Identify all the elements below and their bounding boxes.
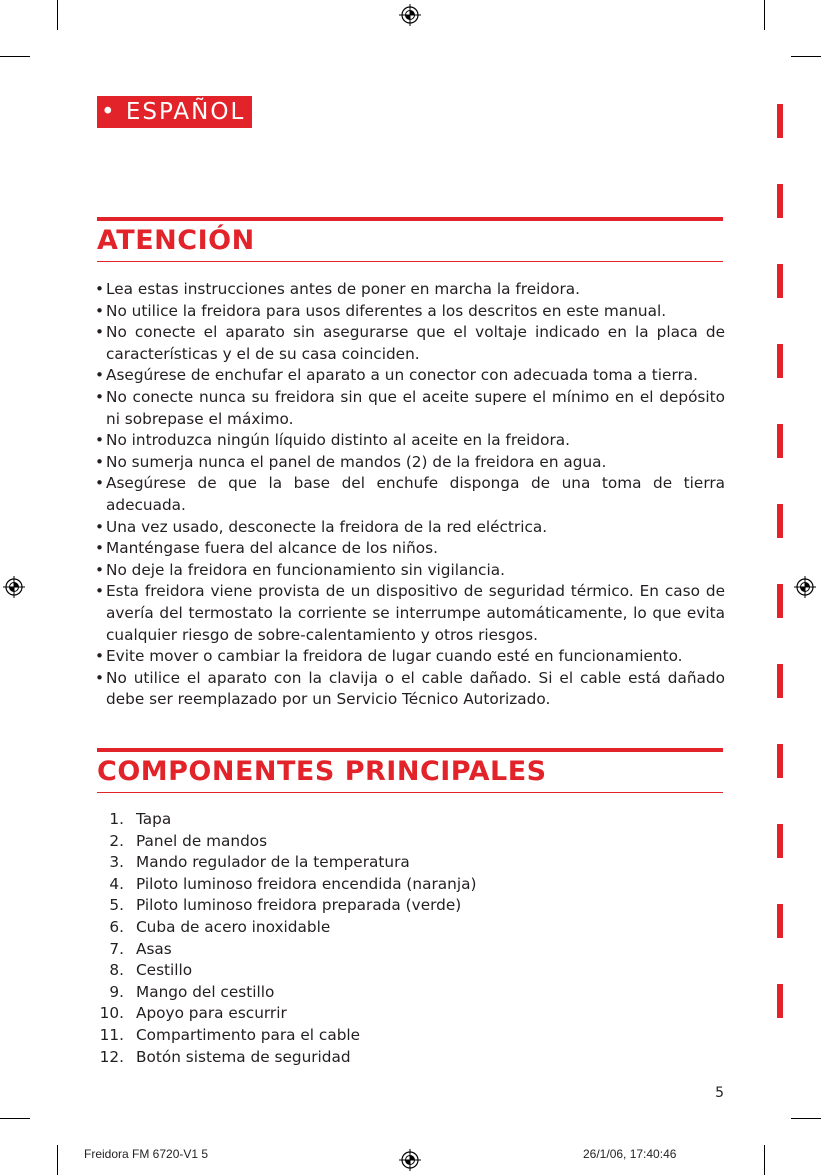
list-item-text: Asegúrese de que la base del enchufe disponga de una toma de tierra adecuada. (106, 474, 725, 514)
component-label: Cestillo (136, 961, 193, 980)
list-item-text: No conecte nunca su freidora sin que el aceite supere el mínimo en el depósito ni sobrepase el máximo. (106, 387, 725, 428)
component-label: Compartimento para el cable (136, 1025, 361, 1044)
list-item (97, 831, 597, 853)
list-item-text: No deje la freidora en funcionamiento sin vigilancia. (106, 560, 505, 579)
list-item-text: No conecte el aparato sin asegurarse que el voltaje indicado en la placa de características y el de su casa coinciden. (106, 323, 725, 363)
component-label: Mango del cestillo (136, 982, 275, 1001)
registration-mark-icon (3, 576, 25, 598)
list-item-text: Evite mover o cambiar la freidora de lugar cuando esté en funcionamiento. (106, 647, 683, 666)
component-label: Botón sistema de seguridad (136, 1047, 351, 1066)
component-label: Asas (136, 939, 172, 958)
item-number: 5. (109, 896, 124, 915)
list-item-text: No utilice el aparato con la clavija o el cable dañado. Si el cable está dañado debe ser reemplazado por un Servicio Técnico Autorizado. (106, 668, 725, 709)
list-item: • No conecte el aparato sin asegurarse que el voltaje indicado en la placa de características y el de su casa coinciden. (95, 323, 725, 363)
list-item: • No deje la freidora en funcionamiento sin vigilancia. (95, 560, 505, 579)
component-label: Mando regulador de la temperatura (136, 853, 410, 872)
list-item: • Lea estas instrucciones antes de poner en marcha la freidora. (95, 280, 580, 298)
thumb-index-mark (777, 904, 783, 938)
list-item (97, 917, 597, 939)
page-number: 5 (715, 1085, 724, 1101)
crop-mark (791, 1118, 821, 1119)
item-number: 7. (109, 939, 124, 958)
list-item (97, 1025, 597, 1047)
list-item: • No introduzca ningún líquido distinto al aceite en la freidora. (95, 431, 571, 450)
components-title: COMPONENTES PRINCIPALES (97, 756, 547, 787)
list-item (97, 1047, 597, 1069)
crop-mark (0, 56, 30, 57)
thumb-index-mark (777, 104, 783, 138)
list-item: • No conecte nunca su freidora sin que el aceite supere el mínimo en el depósito ni sobrepase el máximo. (95, 387, 725, 428)
item-number: 1. (109, 810, 124, 828)
component-label: Piloto luminoso freidora encendida (naranja) (136, 874, 477, 893)
component-label: Cuba de acero inoxidable (136, 917, 331, 936)
section-rule (97, 217, 723, 221)
item-number: 3. (109, 853, 124, 872)
list-item (97, 874, 597, 896)
thumb-index-mark (777, 264, 783, 298)
thumb-index-mark (777, 824, 783, 858)
list-item-text: Una vez usado, desconecte la freidora de la red eléctrica. (106, 517, 548, 536)
list-item: • Evite mover o cambiar la freidora de lugar cuando esté en funcionamiento. (95, 647, 683, 666)
attention-list (95, 279, 725, 711)
list-item-text: Asegúrese de enchufar el aparato a un conector con adecuada toma a tierra. (106, 366, 698, 385)
list-item-text: No sumerja nunca el panel de mandos (2) de la freidora en agua. (106, 452, 607, 471)
list-item: • No sumerja nunca el panel de mandos (2) de la freidora en agua. (95, 452, 607, 471)
registration-mark-icon (399, 4, 421, 26)
item-number: 9. (109, 982, 124, 1001)
list-item (97, 939, 597, 961)
component-label: Panel de mandos (136, 831, 268, 850)
thumb-index-mark (777, 584, 783, 618)
registration-mark-icon (794, 576, 816, 598)
list-item (97, 960, 597, 982)
list-item-text: No utilice la freidora para usos diferentes a los descritos en este manual. (106, 301, 667, 320)
components-list (97, 809, 597, 1068)
item-number: 2. (109, 831, 124, 850)
crop-mark (57, 1145, 58, 1175)
item-number: 6. (109, 917, 124, 936)
crop-mark (791, 56, 821, 57)
component-label: Tapa (136, 810, 172, 828)
registration-mark-icon (399, 1149, 421, 1171)
list-item: • Una vez usado, desconecte la freidora de la red eléctrica. (95, 517, 548, 536)
thumb-index-mark (777, 504, 783, 538)
list-item: • No utilice la freidora para usos diferentes a los descritos en este manual. (95, 301, 667, 320)
item-number: 10. (99, 1004, 124, 1023)
list-item: • No utilice el aparato con la clavija o el cable dañado. Si el cable está dañado debe ser reemplazado por un Servicio Técnico Autorizado. (95, 668, 725, 709)
list-item: • Manténgase fuera del alcance de los niños. (95, 539, 438, 558)
component-label: Piloto luminoso freidora preparada (verde) (136, 896, 462, 915)
thumb-index-mark (777, 984, 783, 1018)
crop-mark (764, 0, 765, 30)
list-item (97, 1003, 597, 1025)
list-item (97, 852, 597, 874)
list-item-text: Esta freidora viene provista de un dispositivo de seguridad térmico. En caso de avería del termostato la corriente se interrumpe automáticamente, lo que evita cualquier riesgo de sobre-calentamiento y otros riesgos. (106, 582, 725, 644)
item-number: 8. (109, 961, 124, 980)
list-item-text: Manténgase fuera del alcance de los niños. (106, 539, 438, 558)
list-item: • Esta freidora viene provista de un dispositivo de seguridad térmico. En caso de avería del termostato la corriente se interrumpe automáticamente, lo que evita cualquier riesgo de sobre-calentamiento y otros riesgos. (95, 582, 725, 644)
list-item: • Asegúrese de que la base del enchufe disponga de una toma de tierra adecuada. (95, 474, 725, 514)
crop-mark (0, 1118, 30, 1119)
list-item-text: No introduzca ningún líquido distinto al aceite en la freidora. (106, 431, 571, 450)
component-label: Apoyo para escurrir (136, 1004, 287, 1023)
thumb-index-mark (777, 664, 783, 698)
list-item (97, 895, 597, 917)
footer-timestamp: 26/1/06, 17:40:46 (583, 1147, 677, 1161)
thumb-index-mark (777, 744, 783, 778)
list-item (97, 809, 597, 831)
item-number: 12. (99, 1047, 124, 1066)
item-number: 4. (109, 874, 124, 893)
thumb-index-mark (777, 344, 783, 378)
crop-mark (57, 0, 58, 30)
section-underline (97, 261, 723, 262)
item-number: 11. (99, 1025, 124, 1044)
list-item-text: Lea estas instrucciones antes de poner en marcha la freidora. (106, 280, 580, 298)
list-item (97, 982, 597, 1004)
footer-file-label: Freidora FM 6720-V1 5 (84, 1147, 209, 1161)
section-rule (97, 748, 723, 752)
section-underline (97, 792, 723, 793)
thumb-index-mark (777, 424, 783, 458)
list-item: • Asegúrese de enchufar el aparato a un conector con adecuada toma a tierra. (95, 366, 698, 385)
attention-title: ATENCIÓN (97, 225, 255, 256)
thumb-index-mark (777, 184, 783, 218)
crop-mark (764, 1145, 765, 1175)
language-badge: • ESPAÑOL (97, 96, 252, 128)
